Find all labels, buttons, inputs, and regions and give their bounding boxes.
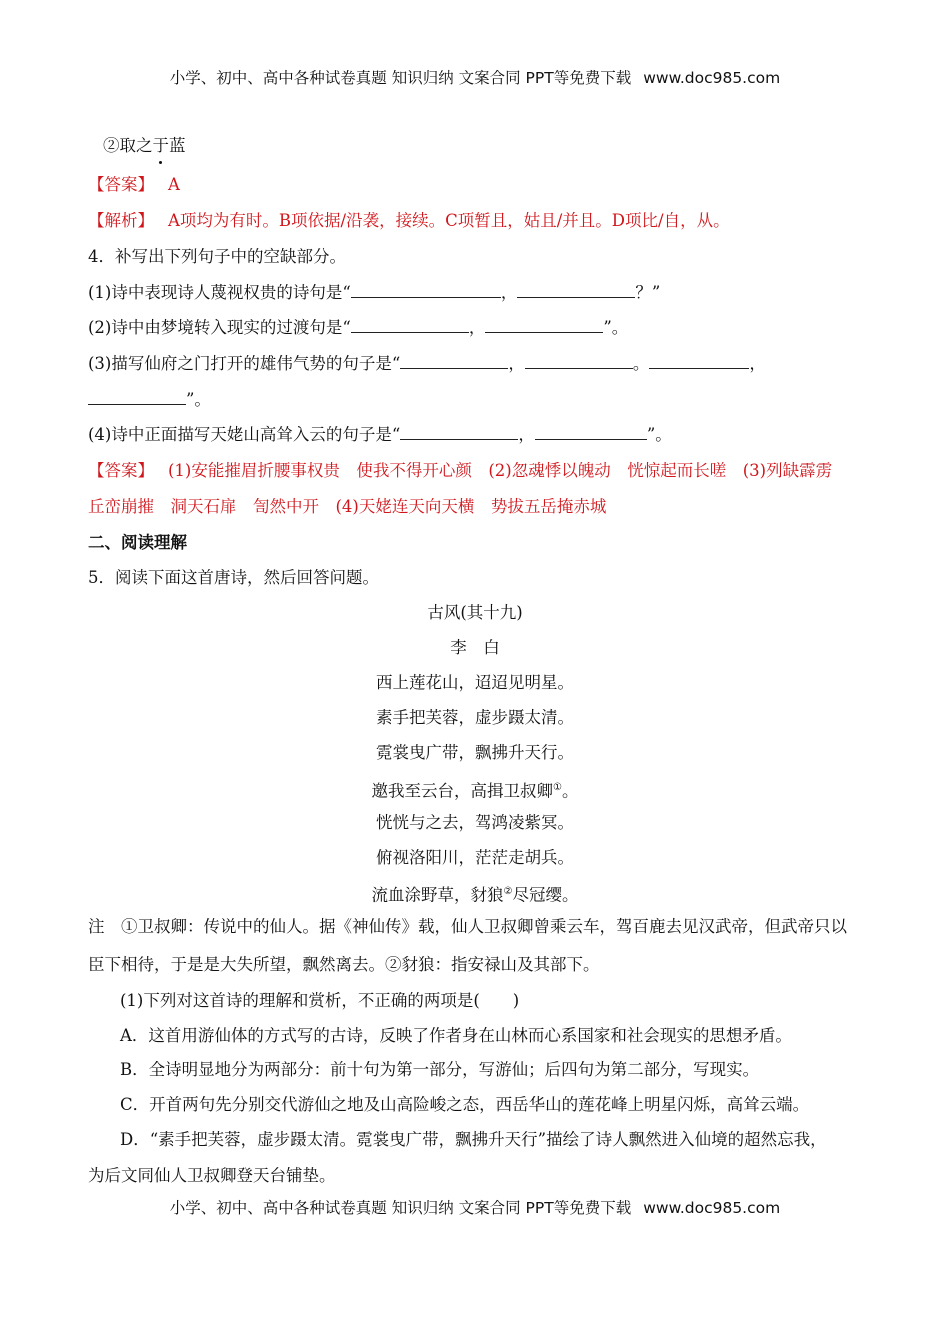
blank-field[interactable] bbox=[351, 281, 501, 298]
poem-line: 邀我至云台，高揖卫叔卿①。 bbox=[371, 781, 579, 801]
analysis-3: 【解析】 A项均为有时。B项依据/沿袭，接续。C项暂且，姑且/并且。D项比/自，从。 bbox=[88, 211, 730, 230]
question-5-title: 5．阅读下面这首唐诗，然后回答问题。 bbox=[88, 568, 379, 587]
emphasis-dot-char: 于 bbox=[153, 134, 170, 158]
blank-field[interactable] bbox=[649, 352, 749, 369]
option-a[interactable]: A．这首用游仙体的方式写的古诗，反映了作者身在山林而心系国家和社会现实的思想矛盾。 bbox=[120, 1026, 792, 1045]
footer-site[interactable]: www.doc985.com bbox=[643, 1199, 781, 1217]
option-c[interactable]: C．开首两句先分别交代游仙之地及山高险峻之态，西岳华山的莲花峰上明星闪烁，高耸云端。 bbox=[120, 1095, 810, 1114]
blank-field[interactable] bbox=[525, 352, 633, 369]
q4-sentence-4: (4)诗中正面描写天姥山高耸入云的句子是“ ， ”。 bbox=[88, 425, 672, 444]
poem-line: 素手把芙蓉，虚步蹑太清。 bbox=[376, 708, 574, 727]
poem-line: 流血涂野草，豺狼②尽冠缨。 bbox=[371, 885, 579, 905]
answer-3: 【答案】 A bbox=[88, 175, 180, 194]
section-heading: 二、阅读理解 bbox=[88, 533, 187, 552]
blank-field[interactable] bbox=[400, 423, 518, 440]
blank-field[interactable] bbox=[400, 352, 508, 369]
sub-question-1: (1)下列对这首诗的理解和赏析，不正确的两项是( ) bbox=[120, 991, 520, 1010]
note-line-2: 臣下相待，于是是大失所望，飘然离去。②豺狼：指安禄山及其部下。 bbox=[88, 955, 600, 974]
footnote-marker: ② bbox=[503, 886, 513, 897]
answer-4-line-1: 【答案】 (1)安能摧眉折腰事权贵 使我不得开心颜 (2)忽魂悸以魄动 恍惊起而长嗟 (3)列缺霹雳 bbox=[88, 461, 833, 480]
option-d[interactable]: D．“素手把芙蓉，虚步蹑太清。霓裳曳广带，飘拂升天行”描绘了诗人飘然进入仙境的超然忘我， bbox=[120, 1130, 827, 1149]
footer-text: 小学、初中、高中各种试卷真题 知识归纳 文案合同 PPT等免费下载 bbox=[169, 1199, 632, 1217]
header-site[interactable]: www.doc985.com bbox=[643, 69, 781, 87]
blank-field[interactable] bbox=[535, 423, 647, 440]
note-line-1: 注 ①卫叔卿：传说中的仙人。据《神仙传》载，仙人卫叔卿曾乘云车，驾百鹿去见汉武帝，但武帝只以 bbox=[88, 917, 847, 936]
q4-sentence-1: (1)诗中表现诗人蔑视权贵的诗句是“ ， ？” bbox=[88, 283, 661, 302]
item-2: ②取之于蓝 bbox=[103, 134, 186, 158]
question-4-title: 4．补写出下列句子中的空缺部分。 bbox=[88, 247, 346, 266]
q4-sentence-3: (3)描写仙府之门打开的雄伟气势的句子是“ ， 。 ， bbox=[88, 354, 766, 373]
option-b[interactable]: B．全诗明显地分为两部分：前十句为第一部分，写游仙；后四句为第二部分，写现实。 bbox=[120, 1060, 760, 1079]
answer-4-line-2: 丘峦崩摧 洞天石扉 訇然中开 (4)天姥连天向天横 势拔五岳掩赤城 bbox=[88, 497, 607, 516]
q4-sentence-3-cont: ”。 bbox=[88, 388, 211, 412]
poem-line: 霓裳曳广带，飘拂升天行。 bbox=[376, 743, 574, 762]
page-header bbox=[0, 66, 950, 88]
blank-field[interactable] bbox=[88, 388, 186, 405]
poem-line: 西上莲花山，迢迢见明星。 bbox=[376, 673, 574, 692]
option-d-cont: 为后文同仙人卫叔卿登天台铺垫。 bbox=[88, 1166, 336, 1185]
poem-title: 古风(其十九) bbox=[427, 603, 523, 622]
blank-field[interactable] bbox=[517, 281, 635, 298]
blank-field[interactable] bbox=[485, 316, 603, 333]
poem-line: 俯视洛阳川，茫茫走胡兵。 bbox=[376, 848, 574, 867]
page-footer bbox=[0, 1196, 950, 1218]
poem-author: 李 白 bbox=[450, 638, 500, 657]
header-text: 小学、初中、高中各种试卷真题 知识归纳 文案合同 PPT等免费下载 bbox=[169, 69, 632, 87]
poem-line: 恍恍与之去，驾鸿凌紫冥。 bbox=[376, 813, 574, 832]
footnote-marker: ① bbox=[553, 782, 562, 793]
q4-sentence-2: (2)诗中由梦境转入现实的过渡句是“ ， ”。 bbox=[88, 318, 629, 337]
blank-field[interactable] bbox=[351, 316, 469, 333]
